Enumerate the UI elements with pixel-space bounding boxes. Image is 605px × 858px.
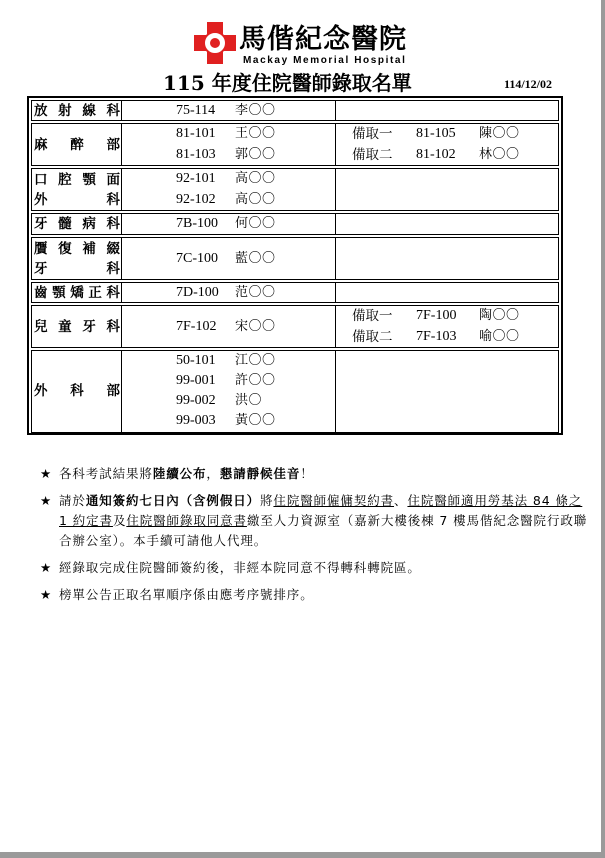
hospital-name-en: Mackay Memorial Hospital: [243, 55, 407, 66]
table-row: [31, 100, 559, 121]
dept-name: 兒童牙科: [34, 319, 120, 335]
admitted-entry: 99-001 許〇〇: [176, 373, 276, 388]
table-row: [31, 123, 559, 166]
page-edge-bottom: [0, 852, 605, 858]
admitted-entry: 75-114 李〇〇: [176, 103, 276, 118]
star-icon: ★: [40, 587, 53, 602]
admitted-entry: 50-101 江〇〇: [176, 353, 276, 368]
admitted-entry: 99-002 洪〇: [176, 393, 263, 408]
admitted-entry: 92-102 高〇〇: [176, 192, 276, 207]
star-icon: ★: [40, 560, 53, 575]
admitted-entry: 7D-100 范〇〇: [176, 285, 276, 300]
dept-name-line: 贋復補綴: [34, 241, 120, 257]
dept-name: 齒顎矯正科: [34, 285, 120, 301]
alternate-entry: 備取一 81-105 陳〇〇: [352, 126, 520, 142]
dept-name: 牙髓病科: [34, 216, 120, 232]
hospital-cross-logo: [194, 22, 236, 64]
table-row: [31, 305, 559, 348]
alternate-entry: 備取一 7F-100 陶〇〇: [352, 308, 520, 324]
admitted-entry: 7B-100 何〇〇: [176, 216, 276, 231]
admitted-entry: 92-101 高〇〇: [176, 171, 276, 186]
table-row: [31, 213, 559, 235]
page-title: 115 年度住院醫師錄取名單: [163, 71, 412, 95]
star-icon: ★: [40, 466, 53, 481]
table-row: [31, 350, 559, 433]
dept-name-line: 牙科: [34, 261, 120, 277]
admitted-entry: 99-003 黃〇〇: [176, 413, 276, 428]
star-icon: ★: [40, 493, 53, 508]
dept-name: 放射線科: [34, 103, 120, 119]
dept-name: 麻醉部: [34, 137, 120, 153]
announcement-date: 114/12/02: [504, 77, 553, 91]
alternate-entry: 備取二 7F-103 喻〇〇: [352, 329, 520, 345]
table-row: [31, 237, 559, 280]
admitted-entry: 81-101 王〇〇: [176, 126, 276, 141]
admitted-entry: 7C-100 藍〇〇: [176, 251, 276, 266]
table-row: [31, 168, 559, 211]
page-edge-right: [601, 0, 605, 858]
admitted-entry: 81-103 郭〇〇: [176, 147, 276, 162]
dept-name-line: 口腔顎面: [34, 172, 120, 188]
admitted-entry: 7F-102 宋〇〇: [176, 319, 276, 334]
note-item: ★ 請於通知簽約七日內（含例假日）將住院醫師僱傭契約書、住院醫師適用勞基法 84 條之 1 約定書及住院醫師錄取同意書繳至人力資源室（嘉新大樓後棟 7 樓馬偕紀念醫院行政聯合辦公室）。本手續可請他人代理。: [40, 493, 588, 548]
hospital-name-cn: 馬偕紀念醫院: [239, 24, 407, 55]
note-item: ★ 各科考試結果將陸續公布，懇請靜候佳音！: [40, 464, 588, 484]
notes-section: [40, 464, 588, 612]
note-item: ★ 經錄取完成住院醫師簽約後，非經本院同意不得轉科轉院區。: [40, 558, 588, 578]
dept-name-line: 外科: [34, 192, 120, 208]
alternate-entry: 備取二 81-102 林〇〇: [352, 147, 520, 163]
dept-name: 外科部: [34, 383, 120, 399]
table-row: [31, 282, 559, 303]
note-item: ★ 榜單公告正取名單順序係由應考序號排序。: [40, 585, 588, 605]
admission-table: [27, 96, 563, 435]
